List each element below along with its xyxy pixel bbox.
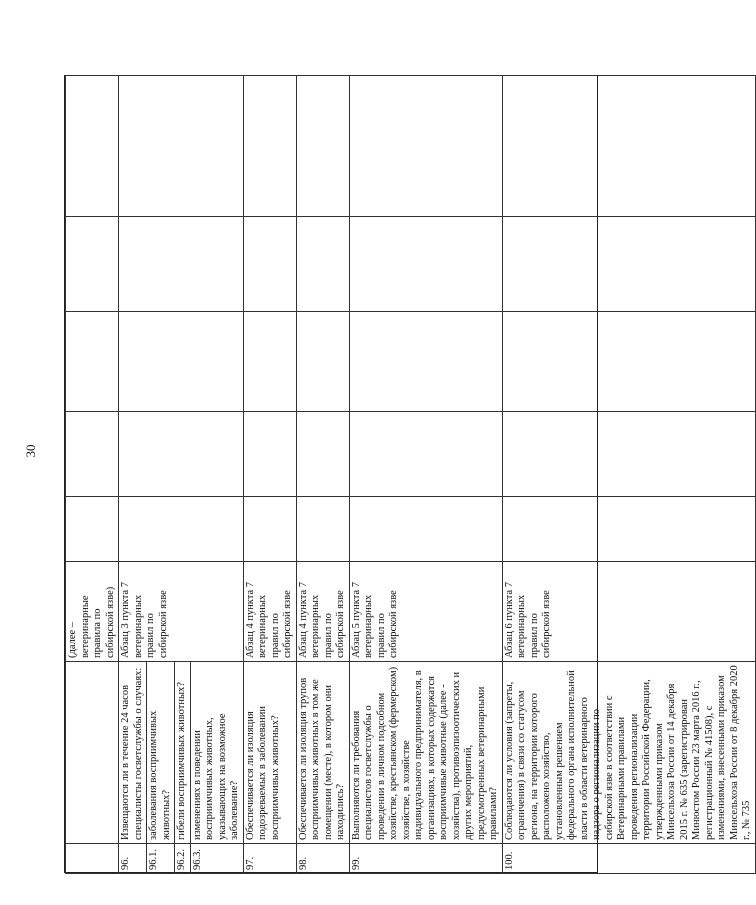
cell-comment <box>296 76 349 217</box>
row-number: 99. <box>349 844 502 874</box>
cell-answer-no <box>296 412 349 497</box>
table-row-100 <box>502 76 755 874</box>
row-question: Извещаются ли в течение 24 часов специалисты госветслужбы о случаях: <box>119 662 147 844</box>
cell-answer-na <box>502 312 755 412</box>
row-requirement: Абзац 6 пункта 7 ветеринарных правил по сибирской язве <box>502 562 755 662</box>
cell-blank <box>349 217 502 312</box>
cell-answer-yes <box>296 497 349 562</box>
row-number: 98. <box>296 844 349 874</box>
row-number: 100. <box>502 844 755 874</box>
page-number: 30 <box>23 444 38 458</box>
row-question: заболевания восприимчивых животных? <box>147 662 175 844</box>
row-requirement: Абзац 4 пункта 7 ветеринарных правил по сибирской язве <box>296 562 349 662</box>
cell-question <box>66 662 119 844</box>
cell-answer-yes <box>66 497 119 562</box>
cell-answer-no <box>349 412 502 497</box>
cell-comment <box>66 76 119 217</box>
row-question: Обеспечивается ли изоляция трупов восприимчивых животных в том же помещении (месте), в котором они находились? <box>296 662 349 844</box>
cell-requirement: (далее – ветеринарные правила по сибирской язве) <box>66 562 119 662</box>
table-row-99 <box>349 76 502 874</box>
table-row-96 <box>119 76 147 874</box>
row-number: 97. <box>243 844 296 874</box>
row-requirement: Абзац 3 пункта 7 ветеринарных правил по сибирской язве <box>119 562 244 662</box>
row-question: Обеспечивается ли изоляция подозреваемых в заболевании восприимчивых животных? <box>243 662 296 844</box>
cell-answer-yes <box>119 497 244 562</box>
checklist-table <box>65 75 756 874</box>
cell-answer-yes <box>502 497 755 562</box>
cell-answer-na <box>296 312 349 412</box>
cell-comment <box>349 76 502 217</box>
cell-blank <box>66 217 119 312</box>
table-row-98 <box>296 76 349 874</box>
row-number: 96.1. <box>147 844 175 874</box>
cell-comment <box>502 76 755 217</box>
row-requirement: Абзац 4 пункта 7 ветеринарных правил по сибирской язве <box>243 562 296 662</box>
cell-answer-no <box>66 412 119 497</box>
cell-answer-no <box>243 412 296 497</box>
cell-comment <box>119 76 244 217</box>
cell-answer-na <box>349 312 502 412</box>
cell-blank <box>119 217 244 312</box>
cell-answer-yes <box>243 497 296 562</box>
checklist-table-frame <box>64 75 752 873</box>
row-question: изменениях в поведении восприимчивых животных, указывающих на возможное заболевание? <box>190 662 243 844</box>
row-question: Соблюдаются ли условия (запреты, ограничения) в связи со статусом региона, на территории которого расположено хозяйство, установленным решением федерального органа исполнительной власти в области ветеринарного надзора о регионализации по сибирской язве в соответствии с Ветеринарными правилами проведения регионализации территории Российской Федерации, утвержденными приказом Минсельхоза России от 14 декабря 2015 г. № 635 (зарегистрирован Минюстом России 23 марта 2016 г., регистрационный № 41508), с изменениями, внесенными приказом Минсельхоза России от 8 декабря 2020 г., № 735 <box>502 662 755 844</box>
row-question: гибели восприимчивых животных? <box>175 662 191 844</box>
table-row-97 <box>243 76 296 874</box>
row-requirement: Абзац 5 пункта 7 ветеринарных правил по сибирской язве <box>349 562 502 662</box>
cell-answer-na <box>66 312 119 412</box>
cell-answer-na <box>119 312 244 412</box>
cell-blank <box>296 217 349 312</box>
cell-answer-no <box>502 412 755 497</box>
cell-num <box>66 844 119 874</box>
row-number: 96. <box>119 844 147 874</box>
row-number: 96.2. <box>175 844 191 874</box>
cell-blank <box>243 217 296 312</box>
rotated-table-container <box>65 76 752 874</box>
cell-comment <box>243 76 296 217</box>
table-row-header <box>66 76 119 874</box>
row-number: 96.3. <box>190 844 243 874</box>
cell-blank <box>502 217 755 312</box>
cell-answer-no <box>119 412 244 497</box>
row-question: Выполняются ли требования специалистов госветслужбы о проведении в личном подсобном хозяйстве, крестьянском (фермерском) хозяйстве, в хозяйстве индивидуального предпринимателя, в организациях, в которых содержатся восприимчивые животные (далее - хозяйства), противоэпизоотических и других мероприятий, предусмотренных ветеринарными правилами? <box>349 662 502 844</box>
cell-answer-yes <box>349 497 502 562</box>
cell-answer-na <box>243 312 296 412</box>
